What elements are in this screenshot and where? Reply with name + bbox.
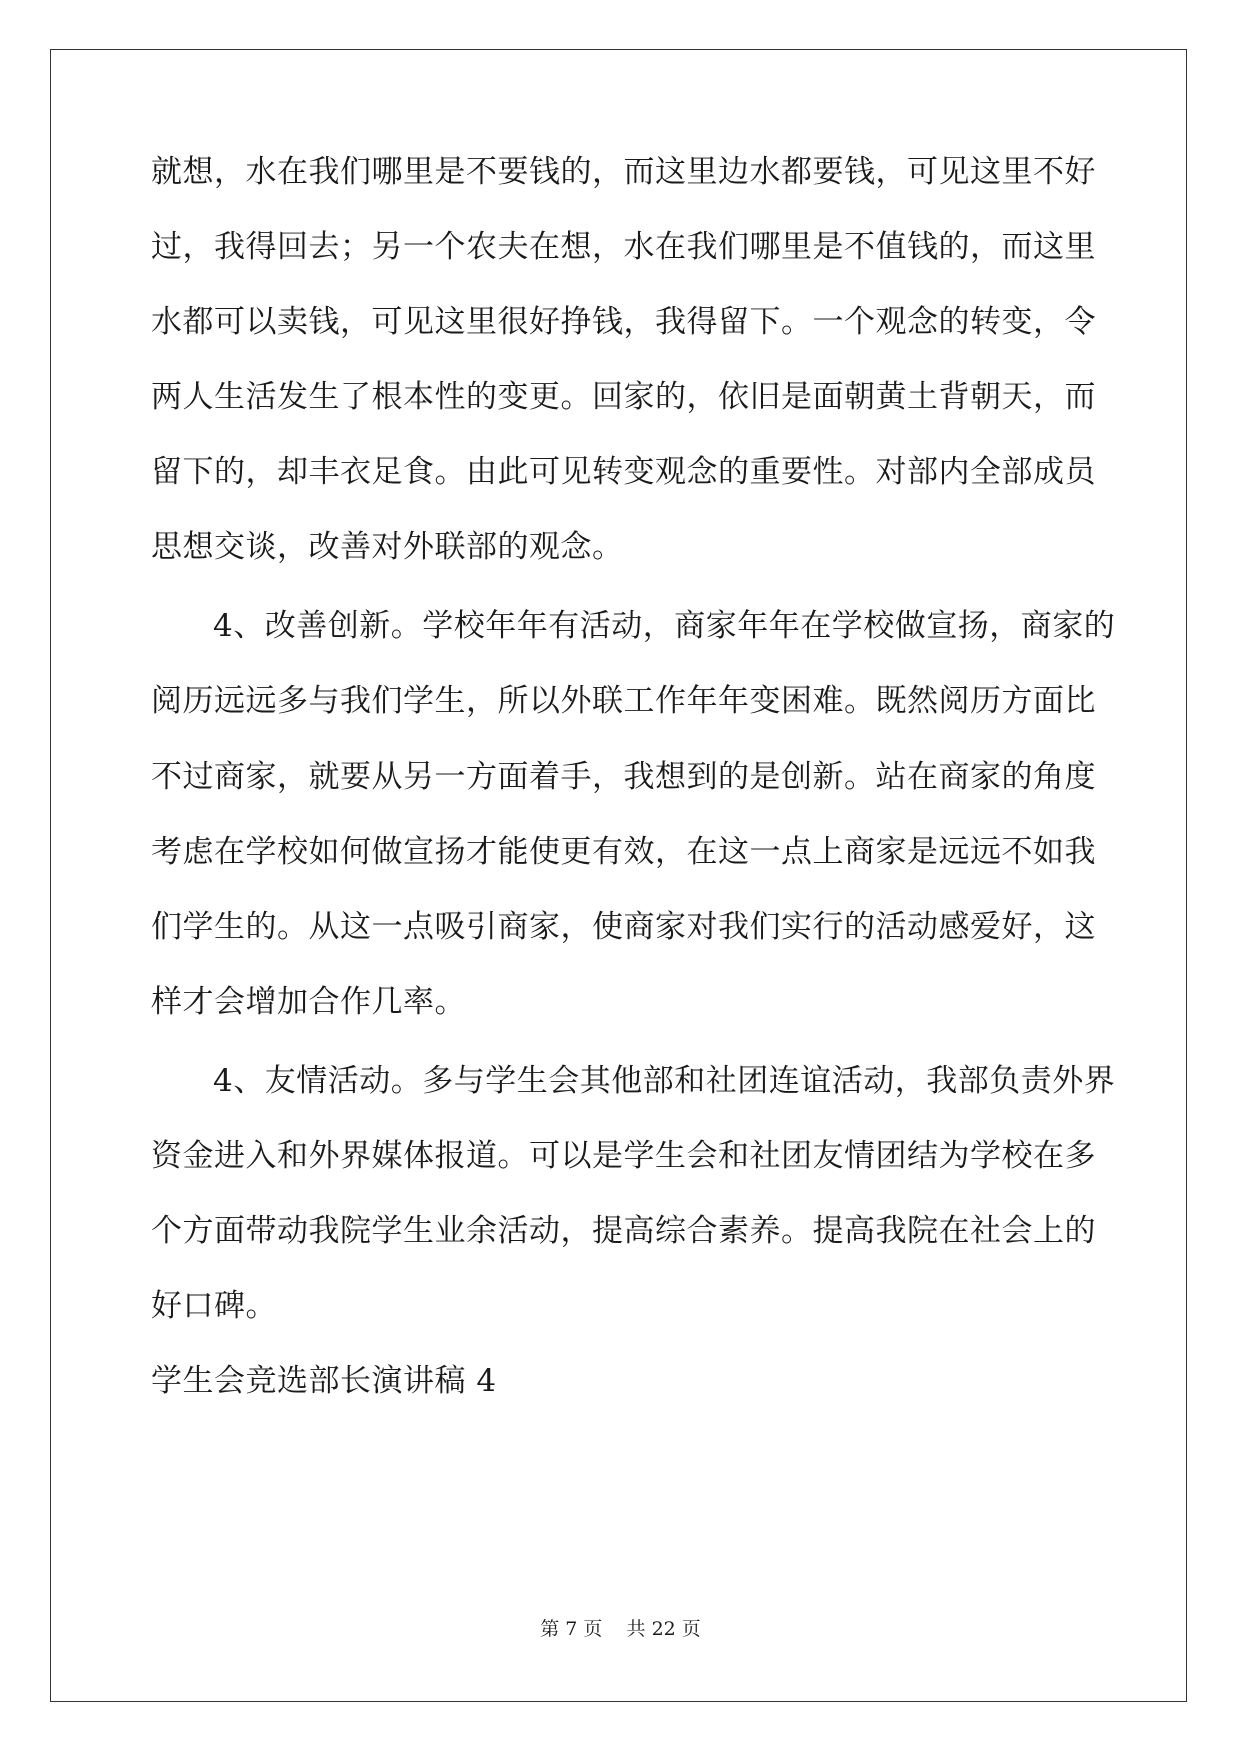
paragraph-line: 不过商家，就要从另一方面着手，我想到的是创新。站在商家的角度 (151, 759, 1096, 795)
paragraph-line: 过，我得回去；另一个农夫在想，水在我们哪里是不值钱的，而这里 (151, 229, 1096, 265)
paragraph-line: 就想，水在我们哪里是不要钱的，而这里边水都要钱，可见这里不好 (151, 154, 1096, 190)
paragraph-line: 留下的，却丰衣足食。由此可见转变观念的重要性。对部内全部成员 (151, 454, 1096, 490)
paragraph-line: 水都可以卖钱，可见这里很好挣钱，我得留下。一个观念的转变，令 (151, 304, 1096, 340)
paragraph-line: 资金进入和外界媒体报道。可以是学生会和社团友情团结为学校在多 (151, 1138, 1096, 1174)
paragraph-line: 好口碑。 (151, 1288, 277, 1324)
paragraph-line: 个方面带动我院学生业余活动，提高综合素养。提高我院在社会上的 (151, 1213, 1096, 1249)
paragraph-line: 思想交谈，改善对外联部的观念。 (151, 529, 624, 565)
paragraph-line: 考虑在学校如何做宣扬才能使更有效，在这一点上商家是远远不如我 (151, 834, 1096, 870)
page-number-footer: 第 7 页 共 22 页 (540, 1618, 701, 1640)
paragraph-line: 两人生活发生了根本性的变更。回家的，依旧是面朝黄土背朝天，而 (151, 379, 1096, 415)
section-heading: 学生会竞选部长演讲稿 4 (151, 1363, 497, 1399)
paragraph-line: 阅历远远多与我们学生，所以外联工作年年变困难。既然阅历方面比 (151, 683, 1096, 719)
page-border (50, 49, 1187, 1702)
paragraph-line: 4、友情活动。多与学生会其他部和社团连谊活动，我部负责外界 (213, 1063, 1116, 1099)
paragraph-line: 们学生的。从这一点吸引商家，使商家对我们实行的活动感爱好，这 (151, 909, 1096, 945)
paragraph-line: 4、改善创新。学校年年有活动，商家年年在学校做宣扬，商家的 (213, 608, 1116, 644)
paragraph-line: 样才会增加合作几率。 (151, 984, 466, 1020)
